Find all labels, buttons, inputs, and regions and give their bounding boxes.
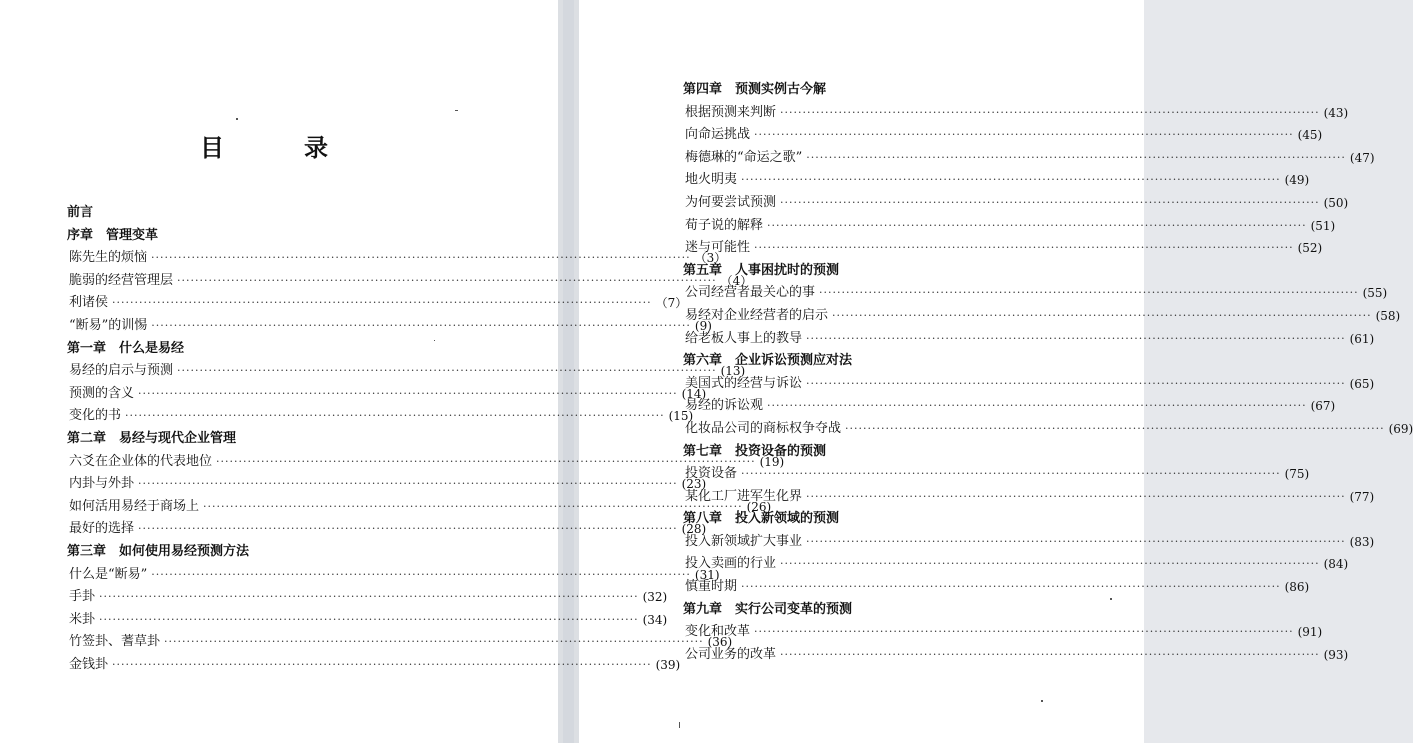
page-number: (55) bbox=[1362, 286, 1388, 301]
page-number: (49) bbox=[1284, 173, 1310, 188]
toc-entry bbox=[67, 518, 707, 541]
page-number: (75) bbox=[1284, 467, 1310, 482]
page-number: (23) bbox=[681, 477, 707, 492]
toc-preface bbox=[67, 202, 453, 225]
toc-entry bbox=[683, 237, 1323, 260]
toc-entry bbox=[683, 102, 1349, 125]
page-number: (34) bbox=[642, 612, 668, 627]
entry-title: 投资设备 bbox=[685, 466, 738, 482]
scan-speck bbox=[434, 340, 435, 341]
entry-title: 易经的诉讼观 bbox=[685, 398, 764, 414]
leader-dots: ························································································································ bbox=[151, 251, 691, 265]
leader-dots: ························································································································ bbox=[754, 241, 1294, 255]
leader-dots: ························································································································ bbox=[806, 534, 1346, 548]
leader-dots: ························································································································ bbox=[780, 105, 1320, 119]
page-number: (19) bbox=[759, 454, 785, 469]
toc-entry bbox=[67, 564, 720, 587]
page-number: (91) bbox=[1297, 625, 1323, 640]
entry-title: 向命运挑战 bbox=[685, 127, 751, 143]
entry-title: 变化的书 bbox=[69, 408, 122, 424]
entry-title: 为何要尝试预测 bbox=[685, 194, 777, 210]
entry-title: 地火明夷 bbox=[685, 172, 738, 188]
leader-dots: ························································································································ bbox=[151, 318, 691, 332]
leader-dots: ························································································································ bbox=[112, 657, 652, 671]
entry-title: 易经对企业经营者的启示 bbox=[685, 307, 829, 323]
toc-entry bbox=[683, 418, 1413, 441]
toc-entry bbox=[67, 609, 668, 632]
toc-entry bbox=[67, 654, 681, 677]
page-number: (61) bbox=[1349, 331, 1375, 346]
leader-dots: ························································································································ bbox=[780, 557, 1320, 571]
toc-entry bbox=[67, 270, 753, 293]
entry-title: 前言 bbox=[67, 205, 94, 220]
chapter-heading bbox=[683, 79, 1069, 102]
leader-dots: ························································································································ bbox=[741, 173, 1281, 187]
entry-title: 化妆品公司的商标权争夺战 bbox=[685, 420, 842, 436]
leader-dots: ························································································································ bbox=[177, 273, 717, 287]
scan-speck bbox=[1041, 700, 1043, 702]
page-number: (32) bbox=[642, 590, 668, 605]
leader-dots: ························································································································ bbox=[741, 467, 1281, 481]
page-number: (45) bbox=[1297, 128, 1323, 143]
entry-title: 投入卖画的行业 bbox=[685, 556, 777, 572]
toc-entry bbox=[67, 496, 772, 519]
page-number: (9) bbox=[694, 318, 712, 333]
leader-dots: ························································································································ bbox=[216, 454, 756, 468]
leader-dots: ························································································································ bbox=[138, 522, 678, 536]
page-number: (69) bbox=[1388, 421, 1413, 436]
toc-entry bbox=[683, 463, 1310, 486]
toc-entry bbox=[67, 383, 707, 406]
leader-dots: ························································································································ bbox=[780, 195, 1320, 209]
chapter-heading bbox=[67, 428, 453, 451]
leader-dots: ························································································································ bbox=[138, 477, 678, 491]
entry-title: 金钱卦 bbox=[69, 656, 109, 672]
entry-title: 公司经营者最关心的事 bbox=[685, 285, 816, 301]
leader-dots: ························································································································ bbox=[99, 590, 639, 604]
chapter-heading bbox=[67, 541, 453, 564]
chapter-heading bbox=[67, 338, 453, 361]
entry-title: 六爻在企业体的代表地位 bbox=[69, 453, 213, 469]
entry-title: 投入新领域扩大事业 bbox=[685, 533, 803, 549]
entry-title: 第八章 投入新领域的预测 bbox=[683, 511, 840, 527]
leader-dots: ························································································································ bbox=[767, 399, 1307, 413]
leader-dots: ························································································································ bbox=[164, 635, 704, 649]
leader-dots: ························································································································ bbox=[151, 567, 691, 581]
page-number: (77) bbox=[1349, 489, 1375, 504]
toc-entry bbox=[67, 247, 727, 270]
entry-title: 第一章 什么是易经 bbox=[67, 340, 185, 356]
toc-entry bbox=[67, 631, 733, 654]
toc-entry bbox=[683, 282, 1388, 305]
toc-entry bbox=[67, 360, 746, 383]
toc-entry bbox=[683, 621, 1323, 644]
entry-title: 荀子说的解释 bbox=[685, 217, 764, 233]
page-number: (39) bbox=[655, 657, 681, 672]
chapter-heading bbox=[683, 508, 1069, 531]
leader-dots: ························································································································ bbox=[832, 308, 1372, 322]
leader-dots: ························································································································ bbox=[806, 150, 1346, 164]
entry-title: 第六章 企业诉讼预测应对法 bbox=[683, 353, 853, 369]
entry-title: 预测的含义 bbox=[69, 385, 135, 401]
toc-entry bbox=[683, 395, 1336, 418]
leader-dots: ························································································································ bbox=[819, 286, 1359, 300]
entry-title: 迷与可能性 bbox=[685, 240, 751, 256]
leader-dots: ························································································································ bbox=[99, 612, 639, 626]
page-number: (13) bbox=[720, 364, 746, 379]
page-number: (52) bbox=[1297, 241, 1323, 256]
page-number: (51) bbox=[1310, 218, 1336, 233]
page-number: （3） bbox=[694, 251, 727, 266]
entry-title: 第七章 投资设备的预测 bbox=[683, 443, 827, 459]
entry-title: 什么是“断易” bbox=[69, 566, 148, 582]
leader-dots: ························································································································ bbox=[806, 489, 1346, 503]
leader-dots: ························································································································ bbox=[806, 376, 1346, 390]
entry-title: 给老板人事上的教导 bbox=[685, 330, 803, 346]
leader-dots: ························································································································ bbox=[125, 409, 665, 423]
toc-entry bbox=[683, 644, 1349, 667]
page-number: (65) bbox=[1349, 376, 1375, 391]
entry-title: 最好的选择 bbox=[69, 521, 135, 537]
toc-entry bbox=[683, 215, 1336, 238]
toc-entry bbox=[683, 192, 1349, 215]
page-number: （4） bbox=[720, 273, 753, 288]
entry-title: 第三章 如何使用易经预测方法 bbox=[67, 543, 250, 559]
page-title: 目 录 bbox=[200, 134, 356, 162]
entry-title: 竹签卦、蓍草卦 bbox=[69, 634, 161, 650]
leader-dots: ························································································································ bbox=[138, 386, 678, 400]
entry-title: 手卦 bbox=[69, 589, 96, 605]
chapter-heading bbox=[683, 599, 1069, 622]
entry-title: 如何活用易经于商场上 bbox=[69, 498, 200, 514]
leader-dots: ························································································································ bbox=[806, 331, 1346, 345]
toc-entry bbox=[67, 315, 712, 338]
page-number: (50) bbox=[1323, 195, 1349, 210]
leader-dots: ························································································································ bbox=[767, 218, 1307, 232]
scan-speck bbox=[679, 722, 680, 728]
page-number: (83) bbox=[1349, 534, 1375, 549]
entry-title: 第二章 易经与现代企业管理 bbox=[67, 430, 237, 446]
entry-title: 第四章 预测实例古今解 bbox=[683, 82, 827, 97]
entry-title: 梅德琳的“命运之歌” bbox=[685, 149, 803, 165]
entry-title: 某化工厂进军生化界 bbox=[685, 488, 803, 504]
entry-title: 公司业务的改革 bbox=[685, 646, 777, 662]
entry-title: 陈先生的烦恼 bbox=[69, 250, 148, 266]
toc-entry bbox=[683, 576, 1310, 599]
toc-entry bbox=[683, 124, 1323, 147]
page-number: (43) bbox=[1323, 105, 1349, 120]
toc-entry bbox=[683, 305, 1401, 328]
page-number: (14) bbox=[681, 386, 707, 401]
entry-title: 第九章 实行公司变革的预测 bbox=[683, 601, 853, 617]
toc-entry bbox=[683, 147, 1375, 170]
scan-speck bbox=[236, 118, 238, 120]
chapter-heading bbox=[683, 441, 1069, 464]
page-number: (47) bbox=[1349, 150, 1375, 165]
toc-entry bbox=[683, 169, 1310, 192]
page-number: (28) bbox=[681, 522, 707, 537]
entry-title: 第五章 人事困扰时的预测 bbox=[683, 262, 840, 278]
scan-speck bbox=[455, 110, 458, 111]
toc-entry bbox=[67, 473, 707, 496]
leader-dots: ························································································································ bbox=[754, 625, 1294, 639]
toc-entry bbox=[67, 405, 694, 428]
scan-speck bbox=[1110, 598, 1112, 600]
leader-dots: ························································································································ bbox=[780, 647, 1320, 661]
page-number: (93) bbox=[1323, 647, 1349, 662]
toc-entry bbox=[67, 586, 668, 609]
page-number: (15) bbox=[668, 409, 694, 424]
chapter-heading bbox=[683, 260, 1069, 283]
leader-dots: ························································································································ bbox=[741, 580, 1281, 594]
page-number: (84) bbox=[1323, 557, 1349, 572]
entry-title: 美国式的经营与诉讼 bbox=[685, 375, 803, 391]
page-number: (86) bbox=[1284, 580, 1310, 595]
toc-entry bbox=[683, 328, 1375, 351]
leader-dots: ························································································································ bbox=[177, 364, 717, 378]
entry-title: 脆弱的经营管理层 bbox=[69, 272, 174, 288]
chapter-heading bbox=[67, 225, 453, 248]
entry-title: 序章 管理变革 bbox=[67, 227, 159, 243]
chapter-heading bbox=[683, 350, 1069, 373]
toc-entry bbox=[683, 553, 1349, 576]
page-number: (67) bbox=[1310, 399, 1336, 414]
page-number: （7） bbox=[655, 296, 688, 311]
toc-entry bbox=[683, 373, 1375, 396]
entry-title: 变化和改革 bbox=[685, 624, 751, 640]
leader-dots: ························································································································ bbox=[754, 128, 1294, 142]
entry-title: 内卦与外卦 bbox=[69, 476, 135, 492]
entry-title: 米卦 bbox=[69, 611, 96, 627]
toc-entry bbox=[67, 292, 688, 315]
page-number: (58) bbox=[1375, 308, 1401, 323]
entry-title: 根据预测来判断 bbox=[685, 104, 777, 120]
toc-right-column bbox=[683, 79, 1413, 666]
entry-title: “断易”的训惕 bbox=[69, 317, 148, 333]
entry-title: 慎重时期 bbox=[685, 579, 738, 595]
page-number: (26) bbox=[746, 499, 772, 514]
page-number: (31) bbox=[694, 567, 720, 582]
toc-entry bbox=[683, 486, 1375, 509]
entry-title: 利诸侯 bbox=[69, 295, 109, 311]
leader-dots: ························································································································ bbox=[203, 499, 743, 513]
leader-dots: ························································································································ bbox=[112, 296, 652, 310]
page-number: (36) bbox=[707, 635, 733, 650]
toc-entry bbox=[683, 531, 1375, 554]
entry-title: 易经的启示与预测 bbox=[69, 363, 174, 379]
leader-dots: ························································································································ bbox=[845, 421, 1385, 435]
